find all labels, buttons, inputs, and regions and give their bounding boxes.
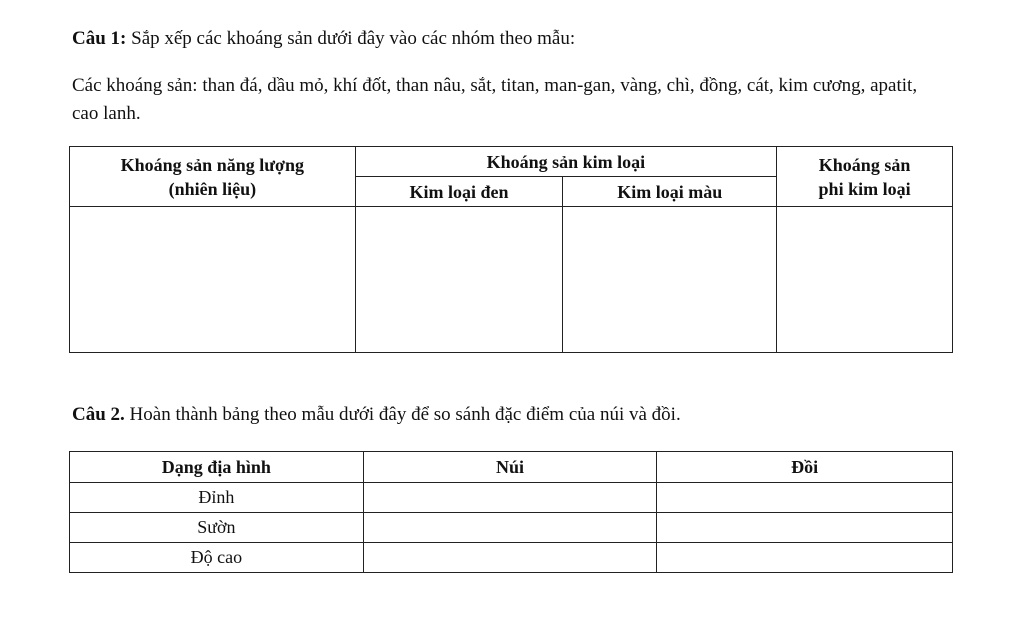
mineral-classification-table — [69, 146, 953, 353]
question-1-text: Sắp xếp các khoáng sản dưới đây vào các nhóm theo mẫu: — [126, 28, 576, 49]
row-label-height: Độ cao — [70, 543, 364, 573]
hill-header: Đồi — [657, 452, 953, 483]
row-label-peak: Đỉnh — [70, 483, 364, 513]
energy-header-line1: Khoáng sản năng lượng — [120, 154, 304, 175]
question-1-label: Câu 1: — [72, 28, 127, 49]
mountain-hill-comparison-table — [69, 451, 953, 573]
energy-minerals-header — [70, 147, 356, 207]
row-label-slope: Sườn — [70, 513, 364, 543]
nonmetal-minerals-header — [777, 147, 953, 207]
hill-slope-cell[interactable] — [657, 513, 953, 543]
nonferrous-metal-cell[interactable] — [563, 207, 777, 353]
hill-peak-cell[interactable] — [657, 483, 953, 513]
question-2-label: Câu 2. — [72, 404, 125, 425]
ferrous-metal-cell[interactable] — [355, 207, 563, 353]
ferrous-metal-header: Kim loại đen — [355, 177, 563, 207]
energy-header-line2: (nhiên liệu) — [168, 178, 257, 199]
question-1-title — [72, 28, 575, 50]
energy-minerals-cell[interactable] — [70, 207, 356, 353]
mountain-height-cell[interactable] — [363, 543, 657, 573]
question-2-text: Hoàn thành bảng theo mẫu dưới đây để so sánh đặc điểm của núi và đồi. — [124, 404, 681, 425]
question-2-title — [72, 404, 681, 426]
nonferrous-metal-header: Kim loại màu — [563, 177, 777, 207]
nonmetal-header-line2: phi kim loại — [818, 178, 911, 199]
landform-header: Dạng địa hình — [70, 452, 364, 483]
mountain-header: Núi — [363, 452, 657, 483]
nonmetal-header-line1: Khoáng sản — [818, 154, 911, 175]
mountain-peak-cell[interactable] — [363, 483, 657, 513]
metal-minerals-header: Khoáng sản kim loại — [355, 147, 776, 177]
hill-height-cell[interactable] — [657, 543, 953, 573]
mountain-slope-cell[interactable] — [363, 513, 657, 543]
minerals-list: Các khoáng sản: than đá, dầu mỏ, khí đốt, than nâu, sắt, titan, man-gan, vàng, chì, đồng, cát, kim cương, apatit, cao lanh. — [72, 75, 918, 124]
nonmetal-minerals-cell[interactable] — [777, 207, 953, 353]
